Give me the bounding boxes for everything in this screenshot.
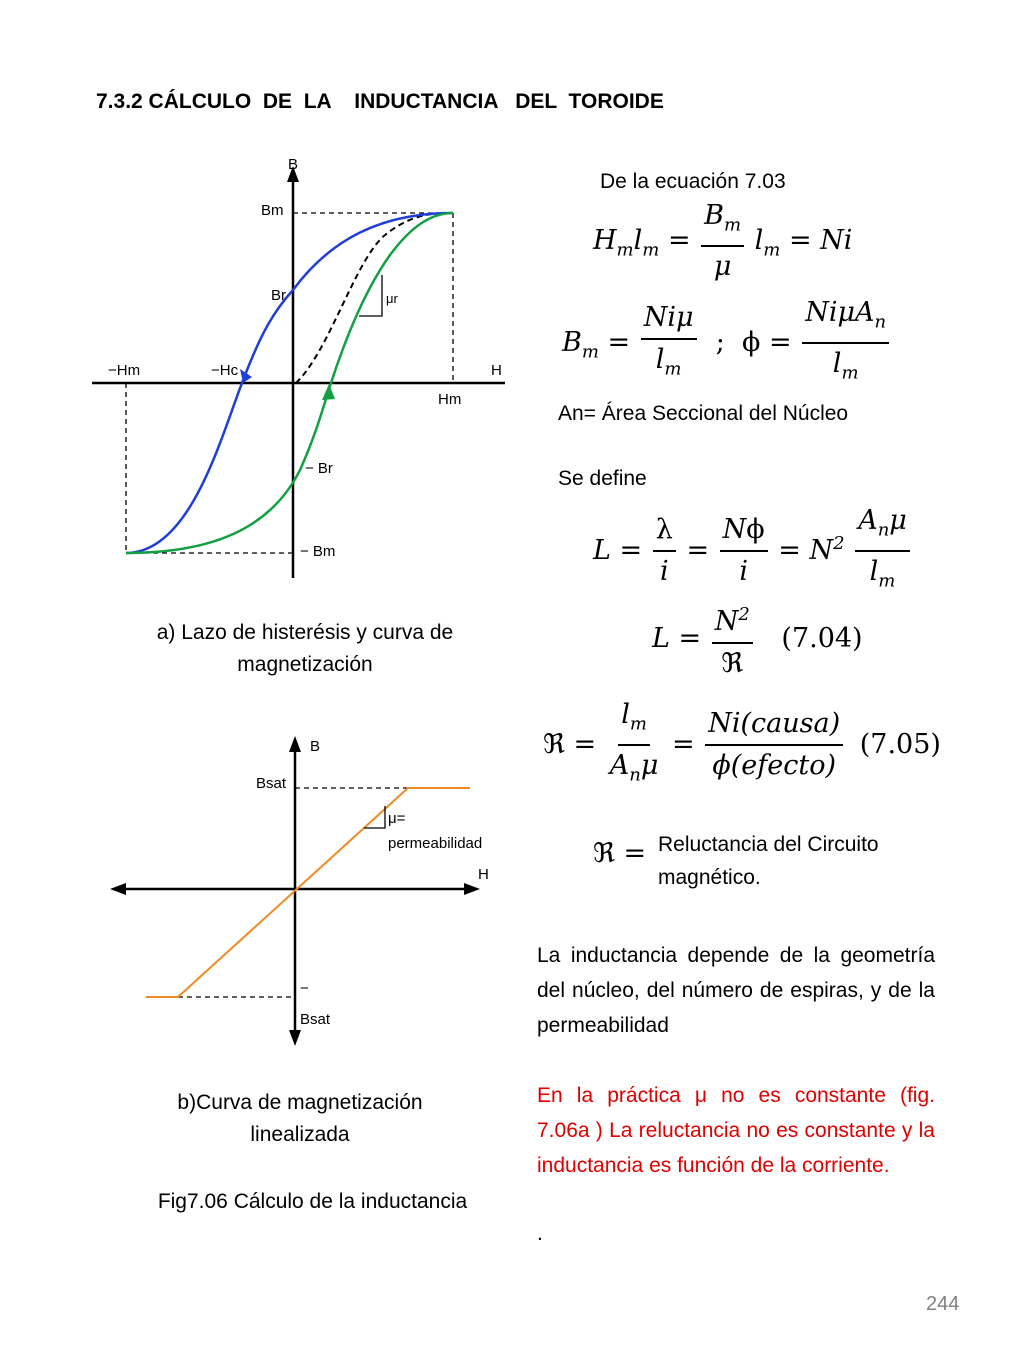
b-axis-up-arrow — [289, 736, 301, 752]
linear-curve — [146, 788, 470, 997]
axis-b-label-b: B — [310, 738, 321, 755]
equation-bm-phi: $B_m$ = $\frac{\text{Niμ}}{l_m}$ ; ϕ = $\frac{Ni\mu A_n}{l_m}$ — [562, 295, 891, 392]
mu-r-label: μr — [386, 291, 398, 306]
br-label: Br — [271, 287, 286, 304]
equation-704: L = $\frac{N^2}{\text{ℜ}}$ (7.04) — [652, 597, 863, 682]
neg-bm-label: − Bm — [300, 543, 336, 560]
reluctance-symbol: ℜ = — [593, 838, 647, 869]
bsat-label: Bsat — [256, 775, 287, 792]
efecto-term: ϕ(efecto) — [712, 750, 837, 782]
se-define: Se define — [558, 467, 647, 490]
page-number: 244 — [926, 1293, 960, 1315]
neg-hc-label: −Hc — [211, 362, 239, 379]
neg-br-label: − Br — [305, 460, 333, 477]
equation-705: ℜ = $\frac{l_m}{A_n\mu}$ = $\frac{\text{Ni(causa)}}{\text{ϕ(efecto)}}$ (7.05) — [543, 699, 941, 786]
green-arrow — [322, 384, 335, 400]
axis-b-label-a: B — [288, 156, 299, 173]
axis-h-label-a: H — [491, 362, 502, 379]
axis-h-label-b: H — [478, 866, 489, 883]
mu-desc: permeabilidad — [388, 835, 483, 852]
h-axis-left-arrow — [110, 883, 126, 895]
eq-ref-705: (7.05) — [859, 728, 941, 760]
figure-caption: Fig7.06 Cálculo de la inductancia — [157, 1190, 468, 1213]
caption-b: b)Curva de magnetización linealizada — [177, 1091, 423, 1146]
b-axis-down-arrow — [289, 1030, 301, 1046]
neg-hm-label: −Hm — [108, 362, 141, 379]
equation-inductance: L = $\frac{\lambda}{i}$ = $\frac{N\phi}{i}$ = $N^2$ $\frac{A_n\mu}{l_m}$ — [593, 503, 912, 600]
h-axis-right-arrow — [464, 883, 480, 895]
neg-bsat-sign: − — [300, 980, 309, 997]
paragraph-1: La inductancia depende de la geometría del núcleo, del número de espiras, y de la permeabilidad — [537, 944, 935, 1037]
virgin-curve — [296, 213, 453, 383]
section-title: 7.3.2 CÁLCULO DE LA INDUCTANCIA DEL TOROIDE — [96, 90, 664, 113]
mu-label: μ= — [388, 810, 406, 827]
reluctance-description: Reluctancia del Circuito magnético. — [658, 833, 879, 889]
neg-bsat-label: Bsat — [300, 1011, 331, 1028]
hm-label: Hm — [438, 391, 462, 408]
bm-label: Bm — [261, 202, 284, 219]
mu-r-triangle — [359, 275, 382, 316]
hysteresis-diagram — [80, 150, 530, 590]
area-definition: An= Área Seccional del Núcleo — [558, 402, 849, 425]
equation-hm-lm: $H_ml_m$ = $\frac{B_m}{\mu}$ $l_m = Ni$ — [593, 200, 853, 283]
eq-ref-704: (7.04) — [781, 623, 863, 654]
equation-intro: De la ecuación 7.03 — [600, 170, 786, 193]
causa-term: Ni(causa) — [705, 706, 843, 746]
caption-a: a) Lazo de histerésis y curva de magnetización — [156, 621, 454, 676]
paragraph-2: En la práctica μ no es constante (fig. 7.06a ) La reluctancia no es constante y la inductancia es función de la corriente. — [537, 1084, 935, 1177]
trailing-dot: . — [537, 1222, 543, 1245]
